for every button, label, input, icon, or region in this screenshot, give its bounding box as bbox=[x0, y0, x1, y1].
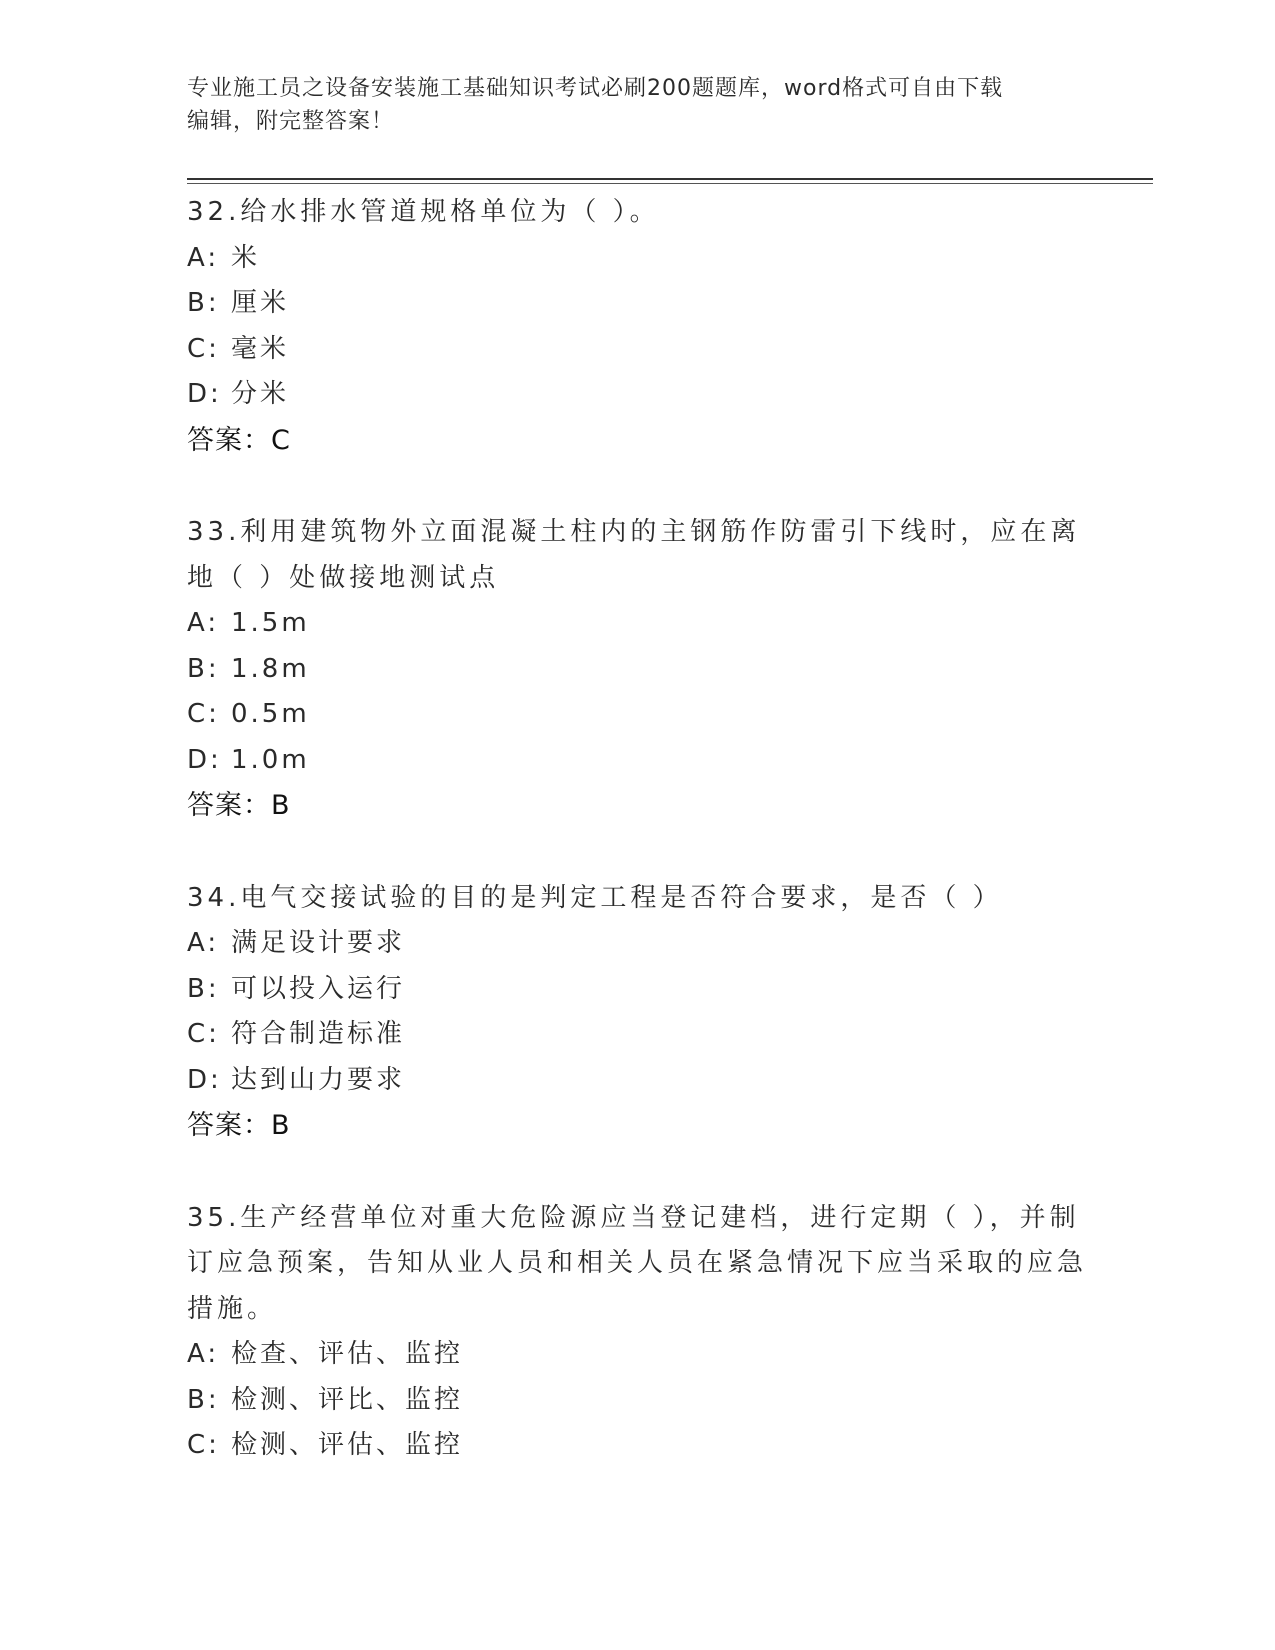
question-34 bbox=[187, 876, 1087, 1149]
option-letter: D: bbox=[187, 1064, 222, 1095]
option-a bbox=[187, 236, 1087, 282]
option-letter: B: bbox=[187, 288, 220, 318]
header-divider bbox=[187, 178, 1153, 180]
answer-line: 答案：C bbox=[187, 424, 291, 456]
option-b bbox=[187, 1378, 1087, 1424]
option-letter: B: bbox=[187, 973, 220, 1004]
option-c bbox=[187, 327, 1087, 373]
option-c bbox=[187, 692, 1087, 738]
option-c bbox=[187, 1012, 1087, 1058]
option-d bbox=[187, 372, 1087, 418]
option-text: 符合制造标准 bbox=[231, 1019, 406, 1049]
option-letter: C: bbox=[187, 699, 220, 729]
option-letter: C: bbox=[187, 1019, 220, 1049]
option-a bbox=[187, 1332, 1087, 1378]
question-stem: 34.电气交接试验的目的是判定工程是否符合要求，是否（ ） bbox=[187, 882, 1003, 913]
option-text: 检测、评估、监控 bbox=[231, 1430, 464, 1460]
option-b bbox=[187, 281, 1087, 327]
header-line-1: 专业施工员之设备安装施工基础知识考试必刷200题题库，word格式可自由下载 bbox=[187, 76, 1004, 101]
option-text: 毫米 bbox=[231, 333, 290, 364]
answer-line: 答案：B bbox=[187, 790, 291, 821]
option-text: 1.0m bbox=[231, 744, 310, 775]
option-text: 1.8m bbox=[231, 653, 310, 684]
option-text: 满足设计要求 bbox=[231, 928, 406, 958]
option-text: 0.5m bbox=[231, 699, 310, 729]
option-letter: A: bbox=[187, 608, 220, 638]
header-divider-thin bbox=[187, 183, 1153, 184]
option-text: 达到山力要求 bbox=[231, 1064, 406, 1095]
question-35 bbox=[187, 1196, 1087, 1469]
option-letter: A: bbox=[187, 242, 220, 273]
question-list bbox=[187, 190, 1087, 1516]
option-text: 分米 bbox=[231, 379, 290, 409]
option-text: 1.5m bbox=[231, 608, 310, 638]
header-line-2: 编辑，附完整答案！ bbox=[187, 109, 395, 134]
answer-line: 答案：B bbox=[187, 1110, 291, 1141]
question-stem: 35.生产经营单位对重大危险源应当登记建档，进行定期（ ），并制订应急预案，告知从业人员和相关人员在紧急情况下应当采取的应急措施。 bbox=[187, 1202, 1088, 1324]
option-letter: C: bbox=[187, 333, 220, 364]
option-a bbox=[187, 601, 1087, 647]
option-text: 米 bbox=[231, 242, 261, 273]
question-stem: 32.给水排水管道规格单位为（ ）。 bbox=[187, 197, 660, 227]
option-d bbox=[187, 738, 1087, 784]
option-b bbox=[187, 967, 1087, 1013]
option-letter: D: bbox=[187, 744, 222, 775]
option-letter: A: bbox=[187, 928, 220, 958]
option-letter: D: bbox=[187, 379, 222, 409]
option-letter: A: bbox=[187, 1339, 220, 1369]
option-text: 检测、评比、监控 bbox=[231, 1384, 464, 1415]
question-33 bbox=[187, 510, 1087, 829]
option-b bbox=[187, 647, 1087, 693]
option-a bbox=[187, 921, 1087, 967]
option-letter: C: bbox=[187, 1430, 220, 1460]
option-letter: B: bbox=[187, 653, 220, 684]
option-text: 可以投入运行 bbox=[231, 973, 406, 1004]
question-32 bbox=[187, 190, 1087, 463]
option-letter: B: bbox=[187, 1384, 220, 1415]
option-d bbox=[187, 1058, 1087, 1104]
document-header bbox=[187, 72, 1087, 138]
option-c bbox=[187, 1423, 1087, 1469]
question-stem: 33.利用建筑物外立面混凝土柱内的主钢筋作防雷引下线时，应在离地（ ）处做接地测试点 bbox=[187, 517, 1081, 593]
option-text: 厘米 bbox=[231, 288, 290, 318]
option-text: 检查、评估、监控 bbox=[231, 1339, 464, 1369]
